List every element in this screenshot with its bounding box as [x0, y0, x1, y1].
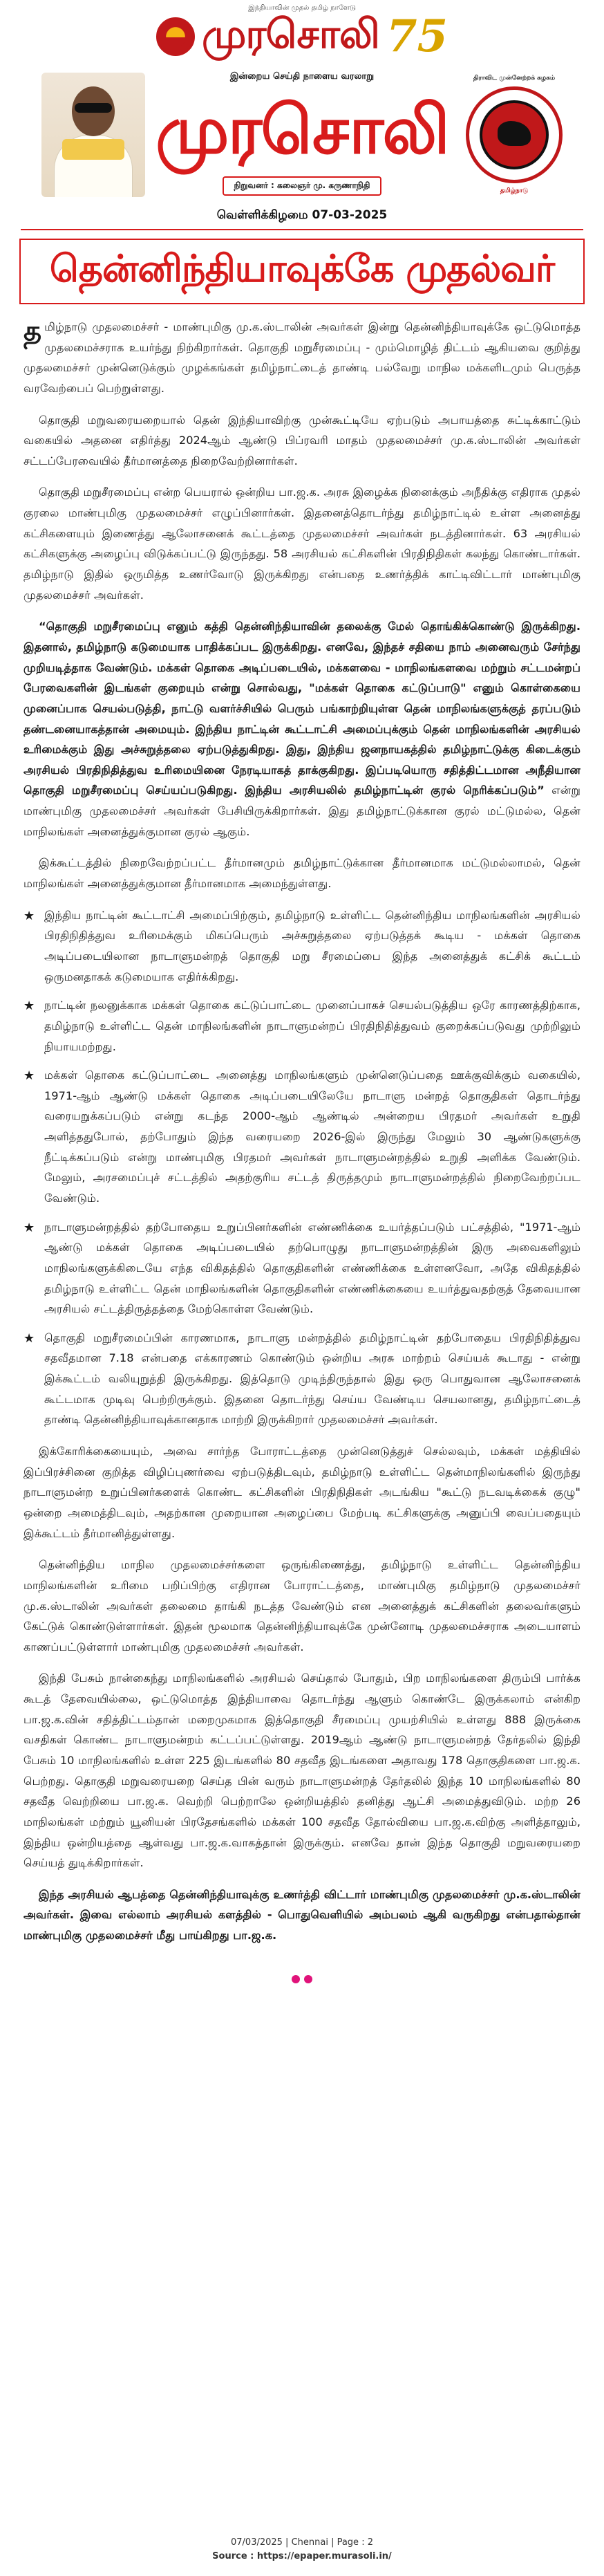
- list-item: ★ மக்கள் தொகை கட்டுப்பாட்டை அனைத்து மாநிலங்களும் முன்னெடுப்பதை ஊக்குவிக்கும் வகையில், 1971-ஆம் ஆண்டு மக்கள் தொகை அடிப்படையிலேயே நாடாளு மன்றத் தொகுதிகள் தொடர்ந்து வரையறுக்கப்படும் என்று கடந்த 2000-ஆம் ஆண்டில் அன்றைய பிரதமர் அவர்கள் உறுதி அளித்ததுபோல், தற்போதும் இந்த வரையறை 2026-இல் இருந்து மேலும் 30 ஆண்டுகளுக்கு நீட்டிக்கப்படும் என்று மாண்புமிகு பிரதமர் அவர்கள் நாடாளுமன்றத்தில் உறுதி அளிக்க வேண்டும். மேலும், அரசமைப்புச் சட்டத்தில் அதற்குரிய சட்டத் திருத்தமும் நாடாளுமன்றத்தில் நிறைவேற்றப்பட வேண்டும்.: [23, 1065, 581, 1208]
- paragraph-3: தொகுதி மறுசீரமைப்பு என்ற பெயரால் ஒன்றிய பா.ஜ.க. அரசு இழைக்க நினைக்கும் அநீதிக்கு எதிராக முதல் குரலை மாண்புமிகு முதலமைச்சர் எழுப்பினார்கள். இதனைத்தொடர்ந்து தமிழ்நாட்டில் உள்ள அனைத்து கட்சிகளையும் இணைத்து ஆலோசனைக் கூட்டத்தை முதலமைச்சர் அவர்கள் நடத்தினார்கள். 63 அரசியல் கட்சிகளுக்கு அழைப்பு விடுக்கப்பட்டு இருந்தது. 58 அரசியல் கட்சிகளின் பிரதிநிதிகள் கலந்து கொண்டார்கள். தமிழ்நாடு இதில் ஒருமித்த உணர்வோடு இருக்கிறது என்பதை உணர்த்திக் காட்டிவிட்டார் மாண்புமிகு முதலமைச்சர் அவர்கள்.: [23, 485, 581, 602]
- paragraph-5: இக்கூட்டத்தில் நிறைவேற்றப்பட்ட தீர்மானமும் தமிழ்நாட்டுக்கான தீர்மானமாக மட்டுமல்லாமல், தென் மாநிலங்கள் அனைத்துக்குமான தீர்மானமாக அமைந்துள்ளது.: [23, 856, 581, 891]
- paragraph-4: [23, 616, 581, 842]
- top-masthead-title: முரசொலி: [201, 10, 379, 57]
- dropcap: த: [23, 315, 42, 347]
- paragraph-2: தொகுதி மறுவரையறையால் தென் இந்தியாவிற்கு முன்கூட்டியே ஏற்படும் அபாயத்தை சுட்டிக்காட்டும் வகையில் அதனை எதிர்த்து 2024ஆம் ஆண்டு பிப்ரவரி மாதம் முதலமைச்சர் மு.க.ஸ்டாலின் அவர்கள் சட்டப்பேரவையில் தீர்மானத்தை நிறைவேற்றினார்கள்.: [23, 413, 581, 467]
- footer-source: Source : https://epaper.murasoli.in/: [212, 2550, 392, 2561]
- dot-icon: [292, 1975, 300, 1983]
- rising-sun-icon: [156, 17, 195, 56]
- masthead-tagline: இன்றைய செய்தி நாளைய வரலாறு: [229, 71, 375, 82]
- issue-date: வெள்ளிக்கிழமை 07-03-2025: [216, 208, 388, 222]
- emblem-inner-icon: [480, 100, 549, 169]
- headline-box: [19, 239, 585, 304]
- paragraph-8: இந்தி பேசும் நான்கைந்து மாநிலங்களில் அரசியல் செய்தால் போதும், பிற மாநிலங்களை திரும்பி பார்க்க கூடத் தேவையில்லை, ஒட்டுமொத்த இந்தியாவை தொடர்ந்து ஆளும் கொண்டே இருக்கலாம் என்கிற பா.ஜ.க.வின் சதித்திட்டம்தான் மறைமுகமாக இத்தொகுதி சீரமைப்பு முயற்சியில் உள்ளது 888 இருக்கை வசதிகள் கொண்ட நாடாளுமன்றம் கட்டப்பட்டுள்ளது. 2019ஆம் ஆண்டு நாடாளுமன்றத் தேர்தலில் இந்தி பேசும் 10 மாநிலங்களில் உள்ள 225 இடங்களில் 80 சதவீத இடங்களை அதாவது 178 தொகுதிகளை பா.ஜ.க. பெற்றது. தொகுதி மறுவரையறை செய்த பின் வரும் நாடாளுமன்றத் தேர்தலில் இந்த 10 மாநிலங்களில் 80 சதவீத வெற்றியை பா.ஜ.க. வெற்றி பெற்றாலே ஒன்றியத்தில் தனித்து ஆட்சி அமைத்துவிடும். மற்ற 26 மாநிலங்கள் மற்றும் யூனியன் பிரதேசங்களில் மக்கள் 100 சதவீத தோல்வியை பா.ஜ.க.விற்கு அளித்தாலும், இந்திய ஒன்றியத்தை ஆள்வது பா.ஜ.க.வாகத்தான் இருக்கும். எனவே தான் இந்த தொகுதி மறுவரையறை செய்யத் துடிக்கிறார்கள்.: [23, 1671, 581, 1870]
- paragraph-6: இக்கோரிக்கையையும், அவை சார்ந்த போராட்டத்தை முன்னெடுத்துச் செல்லவும், மக்கள் மத்தியில் இப்பிரச்சினை குறித்த விழிப்புணர்வை ஏற்படுத்திடவும், தமிழ்நாடு உள்ளிட்ட தென்மாநிலங்களில் இருந்து நாடாளுமன்ற உறுப்பினர்களைக் கொண்ட கட்சிகளின் பிரதிநிதிகள் அடங்கிய "கூட்டு நடவடிக்கைக் குழு" ஒன்றை அமைத்திடவும், அதற்கான முறையான அழைப்பை மேற்படி கட்சிகளுக்கு அனுப்பி வைப்பதையும் இக்கூட்டம் தீர்மானித்துள்ளது.: [23, 1445, 581, 1540]
- list-item: ★ நாட்டின் நலனுக்காக மக்கள் தொகை கட்டுப்பாட்டை முனைப்பாகச் செயல்படுத்திய ஒரே காரணத்திற்காக, தமிழ்நாடு உள்ளிட்ட தென் மாநிலங்களின் நாடாளுமன்றப் பிரதிநிதித்துவம் குறைக்கப்படுவது முற்றிலும் நியாயமற்றது.: [23, 995, 581, 1057]
- top-masthead: [0, 0, 604, 66]
- quote-tail: என்று மாண்புமிகு முதலமைச்சர் அவர்கள் பேசியிருக்கிறார்கள். இது தமிழ்நாட்டுக்கான குரல் மட்டுமல்ல, தென் மாநிலங்கள் அனைத்துக்குமான குரல் ஆகும்.: [23, 784, 581, 838]
- quote-bold: “தொகுதி மறுசீரமைப்பு எனும் கத்தி தென்னிந்தியாவின் தலைக்கு மேல் தொங்கிக்கொண்டு இருக்கிறது. இதனால், தமிழ்நாடு கடுமையாக பாதிக்கப்பட இருக்கிறது. எனவே, இந்தச் சதியை நாம் அனைவரும் சேர்ந்து முறியடித்தாக வேண்டும். மக்கள் தொகை அடிப்படையில், மக்களவை - மாநிலங்களவை மற்றும் சட்டமன்றப் பேரவைகளின் இடங்கள் குறையும் என்று சொல்வது, "மக்கள் தொகை கட்டுப்பாடு" எனும் கொள்கையை முனைப்பாக செயல்படுத்தி, நாட்டு வளர்ச்சியில் பெரும் பங்காற்றியுள்ள தென் மாநிலங்களுக்குத் தரப்படும் தண்டனையாகத்தான் அமையும். இந்திய நாட்டின் கூட்டாட்சி அமைப்புக்கும் தென் மாநிலங்களின் அரசியல் உரிமைக்கும் இது அச்சுறுத்தலை ஏற்படுத்துகிறது. இது, இந்திய ஜனநாயகத்தில் தமிழ்நாட்டுக்கு கிடைக்கும் அரசியல் பிரதிநிதித்துவ உரிமையினை நேரடியாகத் தாக்குகிறது. இப்படியொரு சதித்திட்டமான அநீதியான தொகுதி மறுசீரமைப்பு செய்யப்படுகிறது. இந்திய அரசியலில் தமிழ்நாட்டின் குரல் நெரிக்கப்படும்”: [23, 620, 581, 797]
- headline: தென்னிந்தியாவுக்கே முதல்வர்: [49, 247, 555, 290]
- top-logo-row: [156, 10, 448, 63]
- page-footer: [0, 2536, 604, 2564]
- end-dots: [23, 1970, 581, 1990]
- resolution-list: [23, 905, 581, 1430]
- paragraph-1-text: மிழ்நாடு முதலமைச்சர் - மாண்புமிகு மு.க.ஸ்டாலின் அவர்கள் இன்று தென்னிந்தியாவுக்கே ஒட்டுமொத்த முதலமைச்சராக உயர்ந்து நிற்கிறார்கள். தொகுதி மறுசீரமைப்பு - மும்மொழித் திட்டம் ஆகியவை குறித்து முதலமைச்சர் முன்னெடுக்கும் முழக்கங்கள் தமிழ்நாட்டைத் தாண்டி பல்வேறு மாநில மக்களிடமும் பெருத்த வரவேற்பைப் பெற்றுள்ளது.: [23, 320, 581, 395]
- anniversary-badge: 75: [386, 10, 449, 62]
- paragraph-9: இந்த அரசியல் ஆபத்தை தென்னிந்தியாவுக்கு உணர்த்தி விட்டார் மாண்புமிகு முதலமைச்சர் மு.க.ஸ்டாலின் அவர்கள். இவை எல்லாம் அரசியல் களத்தில் - பொதுவெளியில் அம்பலம் ஆகி வருகிறது என்பதால்தான் மாண்புமிகு முதலமைச்சர் மீது பாய்கிறது பா.ஜ.க.: [23, 1887, 581, 1943]
- list-item: ★ இந்திய நாட்டின் கூட்டாட்சி அமைப்பிற்கும், தமிழ்நாடு உள்ளிட்ட தென்னிந்திய மாநிலங்களின் அரசியல் பிரதிநிதித்துவ உரிமைக்கும் மிகப்பெரும் அச்சுறுத்தலை ஏற்படுத்தக் கூடிய - மக்கள் தொகை அடிப்படையிலான நாடாளுமன்றத் தொகுதி மறு சீரமைப்பை இந்த அனைத்துக் கட்சிக் கூட்டம் ஒருமனதாகக் கடுமையாக எதிர்க்கிறது.: [23, 905, 581, 988]
- founder-label: நிறுவனர் : கலைஞர் மு. கருணாநிதி: [223, 176, 381, 196]
- list-item: ★ தொகுதி மறுசீரமைப்பின் காரணமாக, நாடாளு மன்றத்தில் தமிழ்நாட்டின் தற்போதைய பிரதிநிதித்துவ சதவீதமான 7.18 என்பதை எக்காரணம் கொண்டும் ஒன்றிய அரசு மாற்றம் செய்யக் கூடாது - என்று இக்கூட்டம் வலியுறுத்தி இருக்கிறது. இத்தொடு முடிந்திருந்தால் இது ஒரு பொதுவான ஆலோசனைக் கூட்டமாக முடிவு பெற்றிருக்கும். இதனை தொடர்ந்து செய்ய வேண்டிய செயலானது, தமிழ்நாட்டைத் தாண்டி தென்னிந்தியாவுக்கானதாக மாற்றி இருக்கிறார் முதலமைச்சர் அவர்கள்.: [23, 1328, 581, 1430]
- dot-icon: [304, 1975, 312, 1983]
- main-masthead: [28, 66, 576, 204]
- emblem-bottom-text: தமிழ்நாடு: [500, 187, 529, 194]
- paragraph-1: [23, 317, 581, 399]
- paragraph-7: தென்னிந்திய மாநில முதலமைச்சர்களை ஒருங்கிணைத்து, தமிழ்நாடு உள்ளிட்ட தென்னிந்திய மாநிலங்களின் உரிமை பறிப்பிற்கு எதிரான போராட்டத்தை, மாண்புமிகு தமிழ்நாடு முதலமைச்சர் மு.க.ஸ்டாலின் அவர்கள் தலைமை தாங்கி நடத்த வேண்டும் என அனைத்துக் கட்சிகளின் தலைவர்களும் கேட்டுக் கொண்டுள்ளார்கள். இதன் மூலமாக தென்னிந்தியாவுக்கே முன்னோடி முதலமைச்சராக அடையாளம் காணப்பட்டுள்ளார் மாண்புமிகு முதலமைச்சர் அவர்கள்.: [23, 1558, 581, 1653]
- list-item: ★ நாடாளுமன்றத்தில் தற்போதைய உறுப்பினர்களின் எண்ணிக்கை உயர்த்தப்படும் பட்சத்தில், "1971-ஆம் ஆண்டு மக்கள் தொகை அடிப்படையில் தற்பொழுது நாடாளுமன்றத்தின் இரு அவைகளிலும் மாநிலங்களுக்கிடையே எந்த விகிதத்தில் தொகுதிகளின் எண்ணிக்கை உள்ளனவோ, அதே விகிதத்தில் தமிழ்நாடு உள்ளிட்ட தென் மாநிலங்களின் தொகுதிகளின் எண்ணிக்கையை உயர்த்துவதற்குத் தேவையான அரசியல் சட்டத்திருத்தத்தை மேற்கொள்ள வேண்டும்.: [23, 1217, 581, 1319]
- masthead-title: முரசொலி: [155, 91, 449, 169]
- footer-page-info: 07/03/2025 | Chennai | Page : 2: [231, 2537, 373, 2548]
- emblem-top-text: திராவிட முன்னேற்றக் கழகம்: [473, 75, 556, 82]
- top-small-line: இந்தியாவின் முதல் தமிழ் நாளேடு: [248, 4, 356, 12]
- masthead-divider: [21, 229, 583, 230]
- article-body: [23, 317, 581, 1990]
- party-emblem: [466, 75, 563, 194]
